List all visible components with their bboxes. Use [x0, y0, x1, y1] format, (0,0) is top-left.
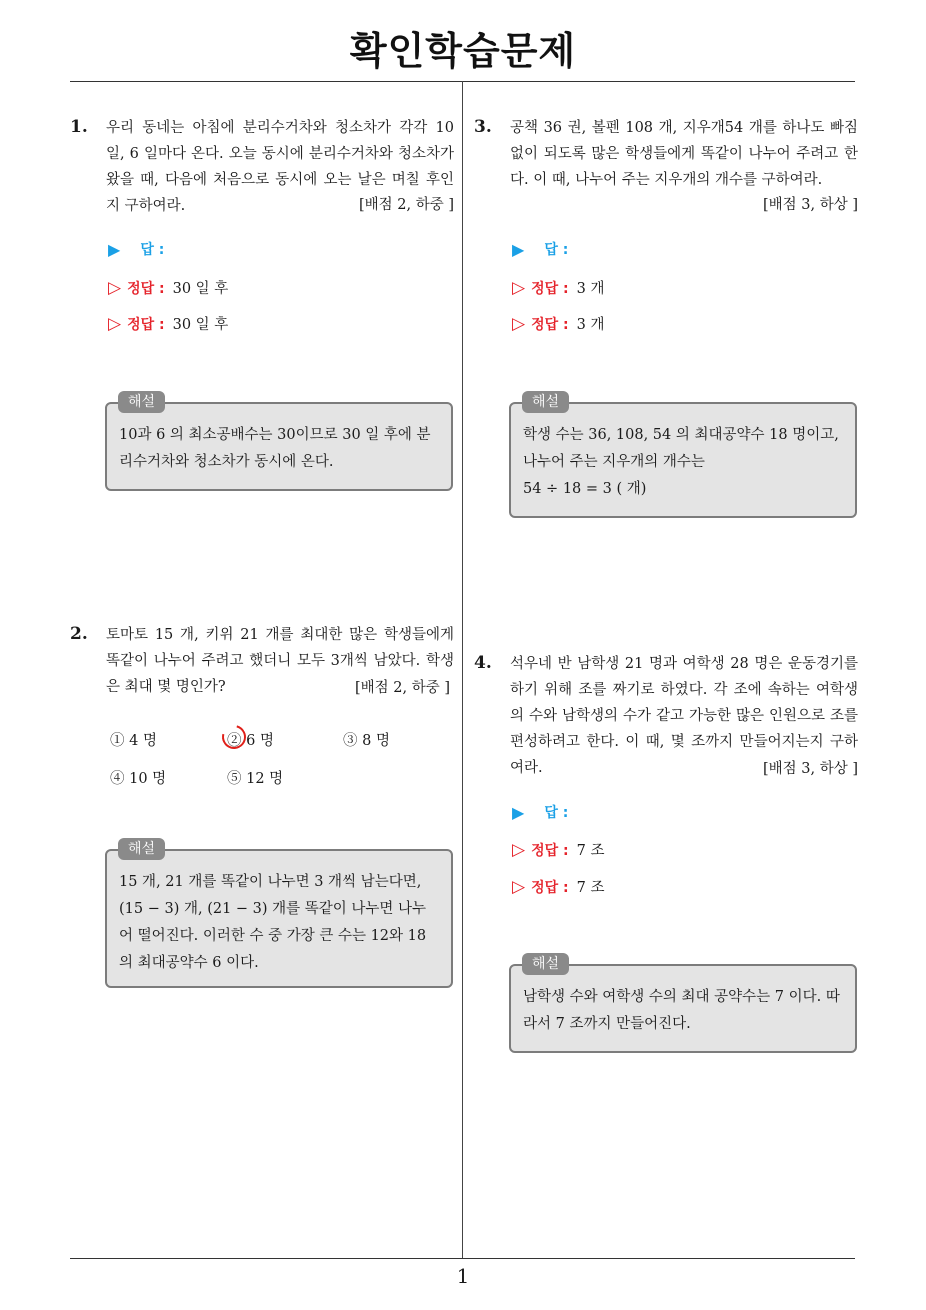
answer-label: 답 :	[140, 242, 165, 258]
correct-value: 7 조	[576, 880, 605, 896]
page-title: 확인학습문제	[349, 29, 577, 73]
solution-line-2: 나누어 주는 지우개의 개수는	[523, 454, 705, 470]
question-1-correct-row-2	[108, 313, 228, 334]
question-2-solution-tab: 해설	[118, 838, 165, 860]
outline-triangle-icon: ▷	[512, 277, 526, 298]
question-4-number: 4.	[474, 653, 492, 673]
solution-line-3: 54 ÷ 18 = 3 ( 개)	[523, 481, 647, 497]
outline-triangle-icon: ▷	[512, 839, 526, 860]
question-2-meta: [배점 2, 하중 ]	[354, 680, 450, 696]
question-3-answer-row[interactable]	[512, 239, 568, 259]
answer-label: 답 :	[544, 805, 569, 821]
solution-text: 남학생 수와 여학생 수의 최대 공약수는 7 이다. 따라서 7 조까지 만들어진다.	[523, 989, 840, 1032]
correct-label: 정답 :	[531, 280, 569, 297]
question-3-solution-box	[509, 402, 857, 518]
correct-label: 정답 :	[531, 316, 569, 333]
choice-1[interactable]: ① 4 명	[110, 733, 157, 749]
question-4-correct-row-2	[512, 876, 604, 897]
correct-value: 30 일 후	[172, 317, 229, 333]
question-3-meta: [배점 3, 하상 ]	[762, 197, 858, 213]
question-4-solution-tab: 해설	[522, 953, 569, 975]
choice-4[interactable]: ④ 10 명	[110, 771, 167, 787]
solution-text: 15 개, 21 개를 똑같이 나누면 3 개씩 남는다면, (15 − 3) 개, (21 − 3) 개를 똑같이 나누면 나누어 떨어진다. 이러한 수 중 가장 큰 수는 12와 18 의 최대공약수 6 이다.	[119, 874, 427, 971]
question-3-text: 공책 36 권, 볼펜 108 개, 지우개54 개를 하나도 빠짐없이 되도록 많은 학생들에게 똑같이 나누어 주려고 한다. 이 때, 나누어 주는 지우개의 개수를 구하여라.	[510, 120, 858, 188]
solution-line-1: 학생 수는 36, 108, 54 의 최대공약수 18 명이고,	[523, 427, 839, 443]
question-4-answer-row[interactable]	[512, 802, 568, 822]
question-4-correct-row-1	[512, 839, 604, 860]
question-1-text: 우리 동네는 아침에 분리수거차와 청소차가 각각 10 일, 6 일마다 온다. 오늘 동시에 분리수거차와 청소차가 왔을 때, 다음에 처음으로 동시에 오는 날은 며칠 후인지 구하여라.	[106, 120, 454, 214]
correct-value: 7 조	[576, 843, 605, 859]
question-1-number: 1.	[70, 117, 88, 137]
correct-label: 정답 :	[127, 316, 165, 333]
choice-3[interactable]: ③ 8 명	[343, 733, 390, 749]
choice-5[interactable]: ⑤ 12 명	[227, 771, 284, 787]
correct-label: 정답 :	[531, 879, 569, 896]
correct-value: 30 일 후	[172, 281, 229, 297]
correct-label: 정답 :	[531, 842, 569, 859]
question-1-meta: [배점 2, 하중 ]	[358, 197, 454, 213]
question-3-correct-row-2	[512, 313, 604, 334]
play-triangle-icon: ▶	[512, 239, 525, 259]
question-4-text: 석우네 반 남학생 21 명과 여학생 28 명은 운동경기를 하기 위해 조를 짜기로 하였다. 각 조에 속하는 여학생의 수와 남학생의 수가 같고 가능한 많은 인원으로 조를 편성하려고 한다. 이 때, 몇 조까지 만들어지는지 구하여라.	[510, 656, 858, 776]
outline-triangle-icon: ▷	[108, 313, 122, 334]
bottom-rule	[70, 1258, 855, 1259]
play-triangle-icon: ▶	[512, 802, 525, 822]
question-2-number: 2.	[70, 624, 88, 644]
question-1-answer-row[interactable]	[108, 239, 164, 259]
question-1-solution-tab: 해설	[118, 391, 165, 413]
question-3-solution-tab: 해설	[522, 391, 569, 413]
question-4-meta: [배점 3, 하상 ]	[762, 761, 858, 777]
answer-label: 답 :	[544, 242, 569, 258]
play-triangle-icon: ▶	[108, 239, 121, 259]
correct-value: 3 개	[576, 281, 605, 297]
outline-triangle-icon: ▷	[512, 876, 526, 897]
column-divider	[462, 81, 463, 1259]
outline-triangle-icon: ▷	[108, 277, 122, 298]
correct-value: 3 개	[576, 317, 605, 333]
outline-triangle-icon: ▷	[512, 313, 526, 334]
question-1-correct-row-1	[108, 277, 228, 298]
question-2-solution-box	[105, 849, 453, 988]
question-3-number: 3.	[474, 117, 492, 137]
correct-label: 정답 :	[127, 280, 165, 297]
question-1-solution-box	[105, 402, 453, 491]
question-4-solution-box	[509, 964, 857, 1053]
question-3-correct-row-1	[512, 277, 604, 298]
choice-2[interactable]: ② 6 명	[227, 733, 274, 749]
solution-text: 10과 6 의 최소공배수는 30이므로 30 일 후에 분리수거차와 청소차가 동시에 온다.	[119, 427, 431, 470]
page-number: 1	[456, 1264, 470, 1288]
question-2-text: 토마토 15 개, 키위 21 개를 최대한 많은 학생들에게 똑같이 나누어 주려고 했더니 모두 3개씩 남았다. 학생은 최대 몇 명인가?	[106, 627, 454, 695]
